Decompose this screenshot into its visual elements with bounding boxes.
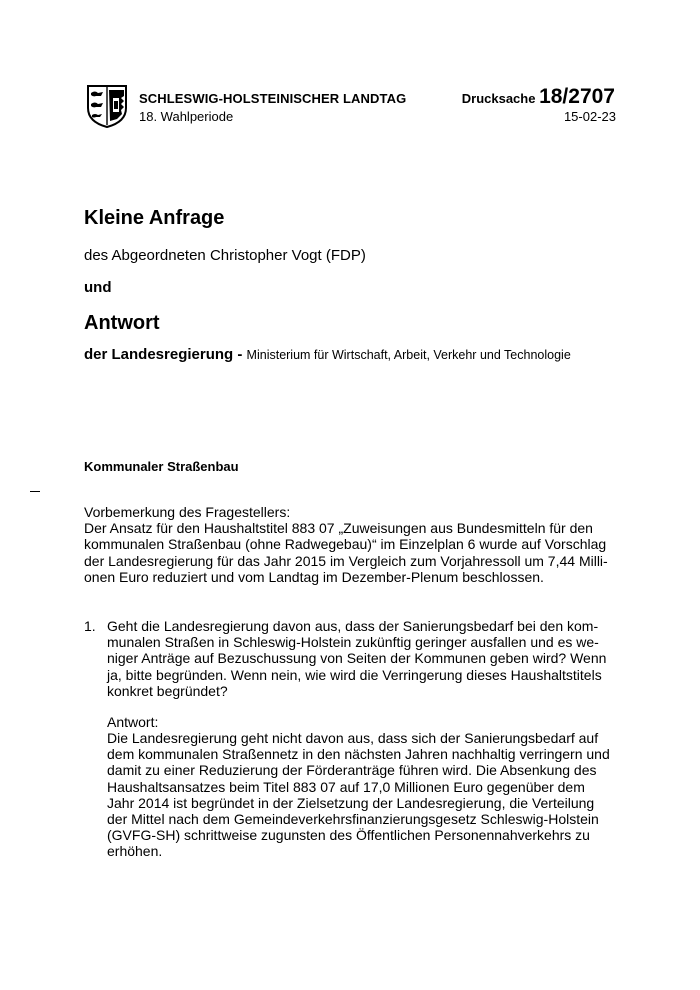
- question-line: munalen Straßen in Schleswig-Holstein zukünftig geringer ausfallen und es we-: [107, 634, 599, 651]
- government-line: [84, 346, 571, 364]
- question-line: Geht die Landesregierung davon aus, dass der Sanierungsbedarf bei den kom-: [107, 618, 599, 634]
- answer-title: Antwort: [84, 312, 160, 334]
- answer-line: Die Landesregierung geht nicht davon aus, dass sich der Sanierungsbedarf auf: [107, 730, 599, 746]
- document-date: 15-02-23: [563, 109, 616, 124]
- answer-text: [107, 730, 617, 860]
- preface-line: kommunalen Straßenbau (ohne Radwegebau)“ im Einzelplan 6 wurde auf Vorschlag: [84, 536, 607, 553]
- organization-name: SCHLESWIG-HOLSTEINISCHER LANDTAG: [139, 91, 407, 106]
- government-label: der Landesregierung -: [84, 346, 247, 363]
- answer-line: der Mittel nach dem Gemeindeverkehrsfinanzierungsgesetz Schleswig-Holstein: [107, 811, 599, 828]
- drucksache-label: Drucksache: [461, 91, 540, 106]
- preface-label: Vorbemerkung des Fragestellers:: [84, 504, 291, 520]
- author-line: des Abgeordneten Christopher Vogt (FDP): [84, 247, 366, 264]
- coat-of-arms-icon: [86, 84, 128, 128]
- legislative-period: 18. Wahlperiode: [139, 109, 234, 124]
- answer-line: Jahr 2014 ist begründet in der Zielsetzung der Landesregierung, die Verteilung: [107, 794, 595, 811]
- conjunction: und: [84, 279, 112, 296]
- answer-line: dem kommunalen Straßennetz in den nächsten Jahren nachhaltig verringern und: [107, 746, 610, 763]
- answer-line: damit zu einer Reduzierung der Förderanträge führen wird. Die Absenkung des: [107, 762, 597, 779]
- question-line: niger Anträge auf Bezuschussung von Seiten der Kommunen geben wird? Wenn: [107, 650, 607, 667]
- document-title: Kleine Anfrage: [84, 207, 225, 229]
- question-line: konkret begründet?: [107, 682, 228, 699]
- drucksache-number: 18/2707: [539, 85, 615, 108]
- question-text: [107, 618, 617, 699]
- question-line: ja, bitte begründen. Wenn nein, wie wird die Verringerung dieses Haushaltstitels: [107, 666, 602, 683]
- preface-block: [84, 504, 614, 585]
- ministry-name: Ministerium für Wirtschaft, Arbeit, Verkehr und Technologie: [246, 348, 571, 362]
- answer-line: erhöhen.: [107, 843, 163, 860]
- preface-line: Der Ansatz für den Haushaltstitel 883 07 „Zuweisungen aus Bundesmitteln für den: [84, 520, 593, 537]
- preface-line: onen Euro reduziert und vom Landtag im Dezember-Plenum beschlossen.: [84, 568, 544, 585]
- subject-heading: Kommunaler Straßenbau: [84, 459, 239, 474]
- margin-mark: [30, 491, 40, 492]
- answer-label: Antwort:: [107, 714, 159, 730]
- preface-line: der Landesregierung für das Jahr 2015 im Vergleich zum Vorjahressoll um 7,44 Milli-: [84, 552, 608, 569]
- question-number: 1.: [84, 618, 96, 634]
- answer-line: Haushaltsansatzes beim Titel 883 07 auf 17,0 Millionen Euro gegenüber dem: [107, 778, 585, 795]
- drucksache-id: [462, 85, 615, 109]
- answer-line: (GVFG-SH) schrittweise zugunsten des Öffentlichen Personennahverkehrs zu: [107, 827, 590, 844]
